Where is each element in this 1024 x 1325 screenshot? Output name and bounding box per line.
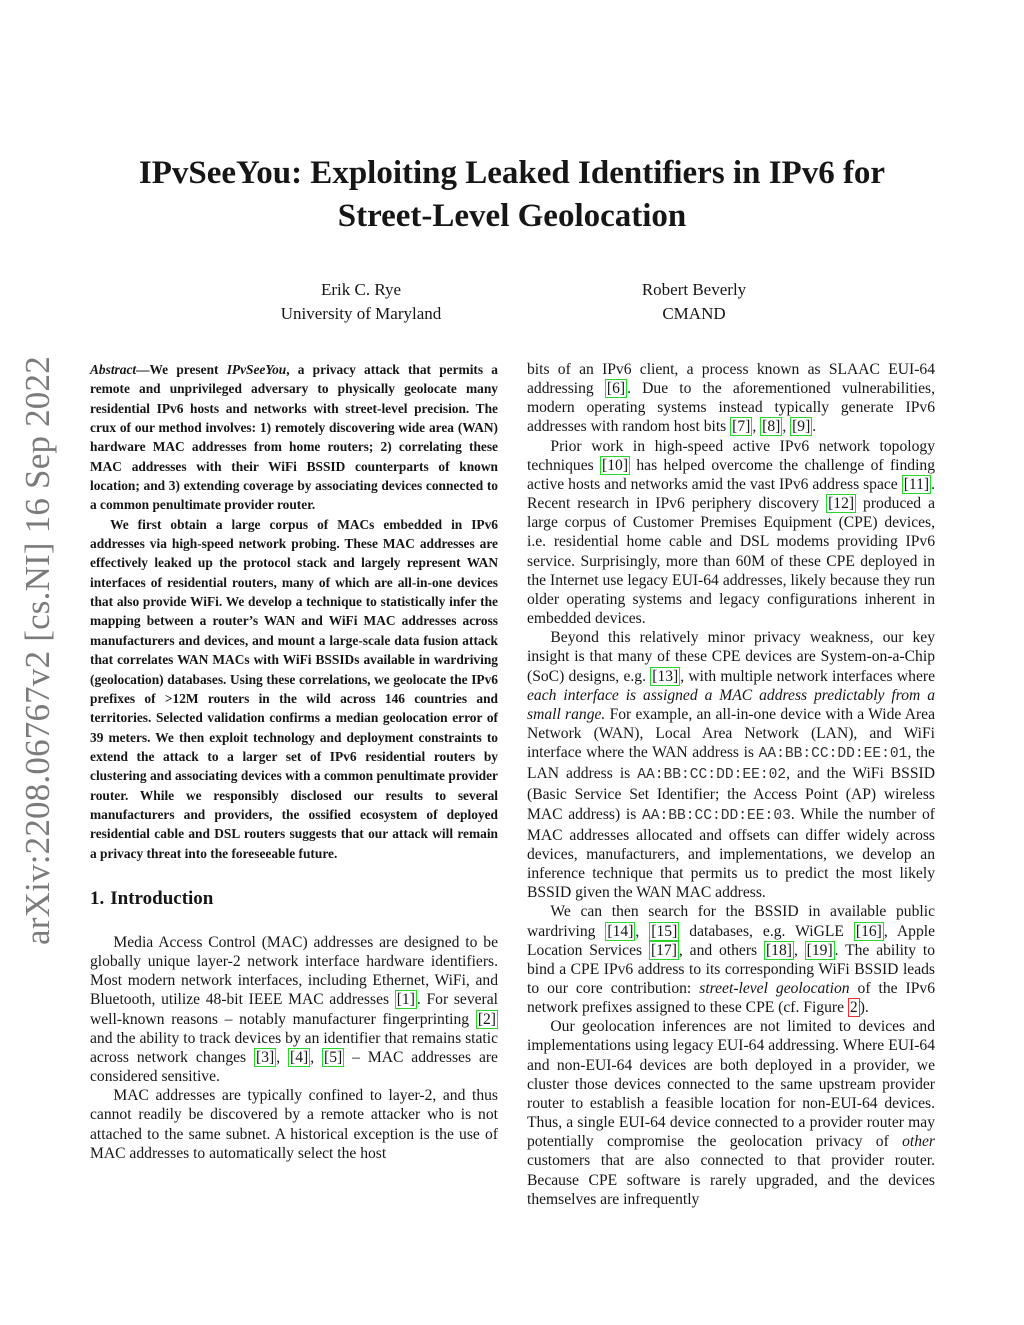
left-column	[90, 360, 498, 1163]
text: . Recent research in IPv6 periphery discovery	[527, 475, 935, 513]
right-column	[527, 360, 935, 1209]
right-paragraph-2	[527, 437, 935, 629]
text: – MAC addresses are considered sensitive.	[90, 1048, 498, 1086]
citation-link[interactable]: [15]	[651, 922, 678, 940]
text: . The ability to bind a CPE IPv6 address to its corresponding WiFi BSSID leads to our core contribution:	[527, 941, 935, 997]
author-block-2	[544, 278, 844, 326]
author-affiliation: CMAND	[662, 304, 726, 323]
citation-link[interactable]: [4]	[290, 1048, 309, 1066]
author-name: Robert Beverly	[641, 280, 747, 299]
author-block-1	[211, 278, 511, 326]
intro-paragraph-2: MAC addresses are typically confined to layer-2, and thus cannot readily be discovered by a remote attacker who is not attached to the same subnet. A historical exception is the use of MAC addresses to automatically select the host	[90, 1087, 498, 1162]
text: ,	[793, 941, 805, 959]
text: Our geolocation inferences are not limited to devices and implementations using legacy EUI-64 addressing. Where EUI-64 and non-EUI-64 devices are both deployed in a provider, we cluster those devices connected to the same upstream provider router to establish a feasible location for non-EUI-64 devices. Thus, a single EUI-64 device connected to a provider router may potentially compromise the geolocation privacy of	[527, 1018, 935, 1151]
intro-paragraph-1	[90, 933, 498, 1086]
abstract-text: , a privacy attack that permits a remote and unprivileged adversary to physically geolocate many residential IPv6 hosts and networks with street-level precision. The crux of our method involves: 1) remotely discovering wide area (WAN) hardware MAC addresses from home routers; 2) correlating these MAC addresses with their WiFi BSSID counterparts of known location; and 3) extending coverage by associating devices connected to a common penultimate provider router.	[90, 362, 498, 513]
author-name: Erik C. Rye	[320, 280, 402, 299]
text: ,	[752, 418, 761, 436]
right-paragraph-5	[527, 1017, 935, 1209]
text: ).	[859, 999, 869, 1017]
text: produced a large corpus of Customer Premises Equipment (CPE) devices, i.e. residential home cable and DSL modems providing IPv6 service. Surprisingly, more than 60M of these CPE deployed in the Internet use legacy EUI-64 addresses, likely because they run older operating systems and legacy configurations inherent in embedded devices.	[527, 495, 935, 628]
text: ,	[310, 1048, 323, 1066]
text: of the IPv6 network prefixes assigned to these CPE (cf. Figure	[527, 980, 935, 1017]
mac-address: AA:BB:CC:DD:EE:01	[758, 746, 908, 763]
text: , Apple Location Services	[527, 922, 935, 959]
citation-link[interactable]: [7]	[732, 418, 751, 436]
title-line-2: Street-Level Geolocation	[337, 198, 687, 234]
citation-link[interactable]: [14]	[607, 922, 634, 940]
citation-link[interactable]: [9]	[792, 418, 811, 436]
citation-link[interactable]: [11]	[903, 475, 930, 493]
mac-address: AA:BB:CC:DD:EE:03	[641, 807, 791, 824]
abstract-paragraph-1	[90, 360, 498, 515]
citation-link[interactable]: [5]	[324, 1048, 343, 1066]
text: Media Access Control (MAC) addresses are designed to be globally unique layer-2 network interface hardware identifiers. Most modern network interfaces, including Ethernet, WiFi, and Bluetooth, utilize 48-bit IEEE MAC addresses	[90, 933, 498, 1009]
text: bits of an IPv6 client, a process known as SLAAC EUI-64 addressing	[527, 361, 935, 398]
figure-reference-link[interactable]: 2	[849, 999, 858, 1017]
right-paragraph-4	[527, 902, 935, 1017]
emphasis: street-level geolocation	[699, 980, 850, 997]
citation-link[interactable]: [18]	[765, 941, 792, 959]
text: . While the number of MAC addresses allocated and offsets can differ widely across devices, manufacturers, and implementations, we develop an inference technique that permits us to predict the most likely BSSID given the WAN MAC address.	[527, 805, 935, 902]
citation-link[interactable]: [19]	[806, 941, 833, 959]
text: , and others	[678, 941, 764, 959]
text: ,	[276, 1048, 289, 1066]
text: We can then search for the BSSID in available public wardriving	[527, 903, 935, 940]
section-title: Introduction	[110, 887, 214, 909]
mac-address: AA:BB:CC:DD:EE:02	[637, 767, 787, 784]
text: . Due to the aforementioned vulnerabilities, modern operating systems instead typically generate IPv6 addresses with random host bits	[527, 380, 935, 436]
emphasis: each interface is assigned a MAC address predictably from a small range.	[527, 686, 935, 723]
text: ,	[635, 922, 650, 940]
text: Prior work in high-speed active IPv6 network topology techniques	[527, 437, 935, 474]
section-number: 1.	[90, 887, 105, 909]
title-line-1: IPvSeeYou: Exploiting Leaked Identifiers in IPv6 for	[138, 155, 886, 191]
citation-link[interactable]: [6]	[606, 380, 626, 398]
citation-link[interactable]: [13]	[652, 667, 679, 685]
section-heading-introduction	[90, 887, 498, 911]
right-paragraph-3	[527, 628, 935, 902]
text: Beyond this relatively minor privacy weakness, our key insight is that many of these CPE devices are System-on-a-Chip (SoC) designs, e.g.	[527, 629, 935, 685]
paper-title	[80, 152, 944, 238]
emphasis: other	[902, 1133, 935, 1151]
text: , and the WiFi BSSID (Basic Service Set Identifier; the Access Point (AP) wireless MAC address) is	[527, 765, 935, 823]
citation-link[interactable]: [2]	[477, 1010, 496, 1028]
introduction-body	[90, 933, 498, 1163]
abstract-label: Abstract—	[90, 362, 150, 377]
attack-name: IPvSeeYou	[226, 362, 287, 377]
abstract	[90, 360, 498, 863]
right-paragraph-1	[527, 360, 935, 437]
author-affiliation: University of Maryland	[280, 304, 442, 323]
citation-link[interactable]: [12]	[828, 495, 855, 513]
citation-link[interactable]: [1]	[396, 991, 415, 1009]
citation-link[interactable]: [8]	[762, 418, 781, 436]
text: , the LAN address is	[527, 744, 935, 783]
text: has helped overcome the challenge of finding active hosts and networks amid the vast IPv6 address space	[527, 456, 935, 493]
text: and the ability to track devices by an identifier that remains static across network changes	[90, 1029, 498, 1066]
abstract-text: We present	[149, 362, 227, 377]
text: .	[812, 418, 817, 436]
text: ,	[782, 418, 791, 436]
citation-link[interactable]: [10]	[602, 456, 629, 474]
text: For example, an all-in-one device with a Wide Area Network (WAN), Local Area Network (LAN), and WiFi interface where the WAN address is	[527, 705, 935, 762]
text: , with multiple network interfaces where	[680, 667, 935, 685]
citation-link[interactable]: [3]	[256, 1048, 275, 1066]
text: . For several well-known reasons – notably manufacturer fingerprinting	[90, 991, 498, 1028]
text: databases, e.g. WiGLE	[679, 922, 854, 940]
citation-link[interactable]: [17]	[650, 941, 677, 959]
arxiv-side-stamp: arXiv:2208.06767v2 [cs.NI] 16 Sep 2022	[18, 356, 57, 945]
abstract-paragraph-2: We first obtain a large corpus of MACs embedded in IPv6 addresses via high-speed network probing. These MAC addresses are effectively leaked up the protocol stack and largely represent WAN interfaces of residential routers, many of which are all-in-one devices that also provide WiFi. We develop a technique to statistically infer the mapping between a router’s WAN and WiFi MAC addresses across manufacturers and devices, and mount a large-scale data fusion attack that correlates WAN MACs with WiFi BSSIDs available in wardriving (geolocation) databases. Using these correlations, we geolocate the IPv6 prefixes of >12M routers in the wild across 146 countries and territories. Selected validation confirms a median geolocation error of 39 meters. We then exploit technology and deployment constraints to extend the attack to a larger set of IPv6 residential routers by clustering and associating devices with a common penultimate provider router. While we responsibly disclosed our results to several manufacturers and providers, the ossified ecosystem of deployed residential cable and DSL routers suggests that our attack will remain a privacy threat into the foreseeable future.	[90, 516, 498, 861]
text: customers that are also connected to that provider router. Because CPE software is rarely upgraded, and the devices themselves are infrequently	[527, 1152, 935, 1208]
citation-link[interactable]: [16]	[855, 922, 882, 940]
